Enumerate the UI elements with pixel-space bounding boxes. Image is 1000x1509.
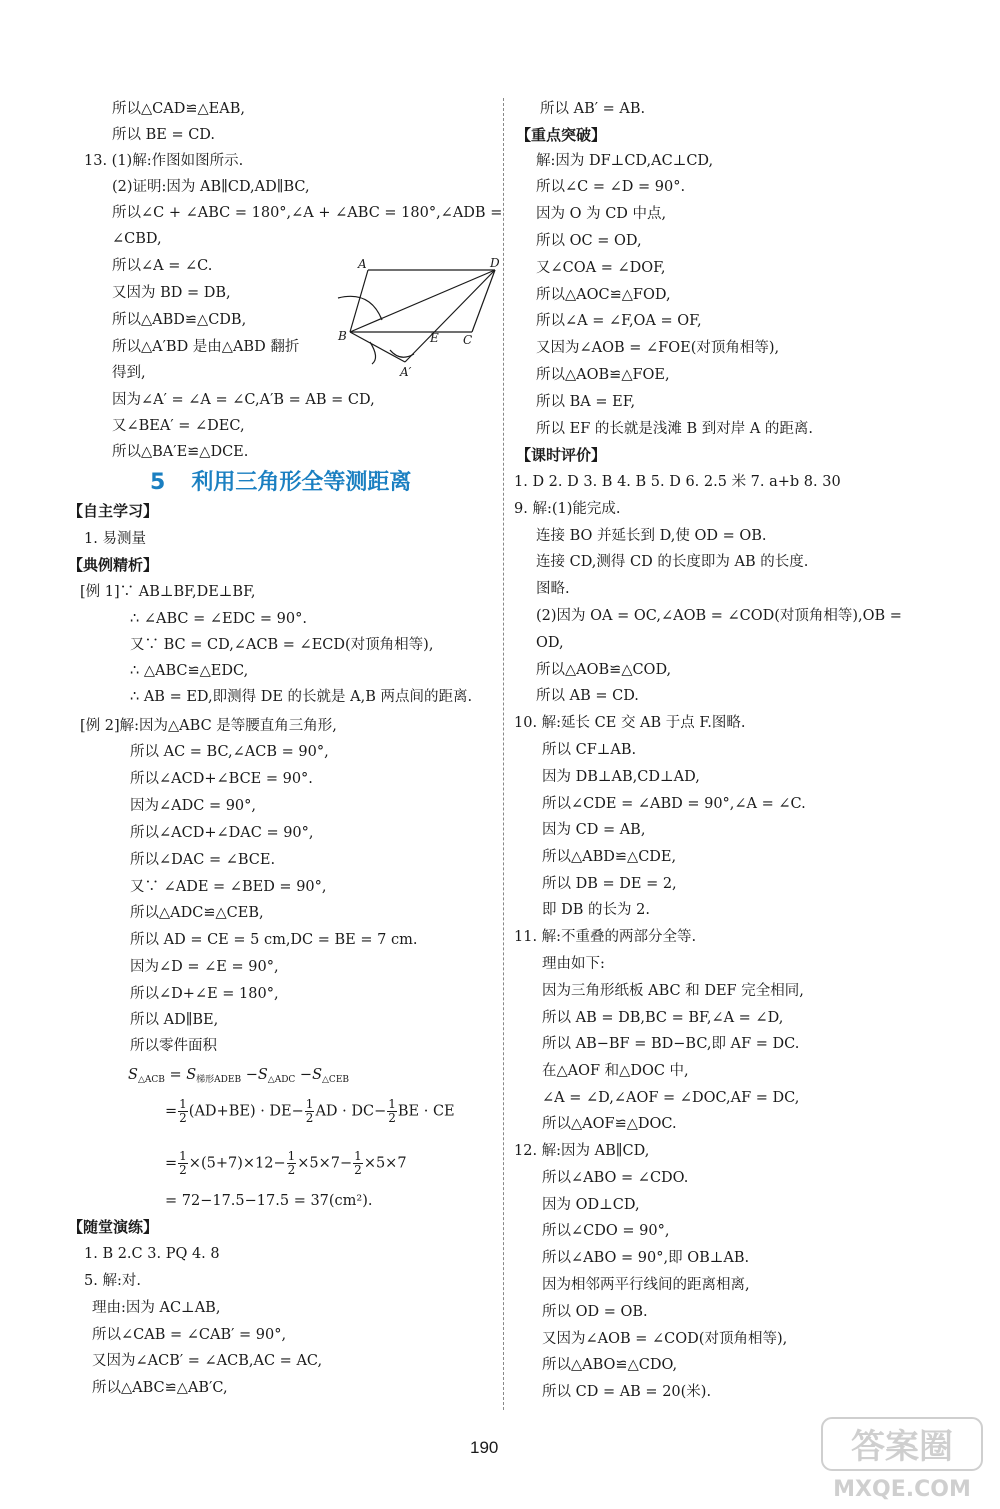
figure-label-b: B [338,329,347,343]
text-line: 所以△CAD≌△EAB, [112,101,245,117]
text-line: 所以∠A = ∠F,OA = OF, [536,313,702,329]
text-line: [例 1]∵ AB⊥BF,DE⊥BF, [80,584,256,600]
text-line: 连接 BO 并延长到 D,使 OD = OB. [536,528,767,544]
text-line: 因为 DB⊥AB,CD⊥AD, [542,769,700,785]
text-line: 所以△BA′E≌△DCE. [112,444,249,460]
text-line: 又因为 BD = DB, [112,285,231,301]
text-line: [例 2]解:因为△ABC 是等腰直角三角形, [80,718,337,734]
text-line: 所以 OD = OB. [542,1304,648,1320]
text-line: 又∵ ∠ADE = ∠BED = 90°, [130,879,327,895]
figure-line-dc [472,270,495,332]
text-line: 所以△AOC≌△FOD, [536,287,671,303]
text-line: 即 DB 的长为 2. [542,902,650,918]
figure-line-ba2 [350,332,405,362]
text-line: 1. B 2.C 3. PQ 4. 8 [84,1246,220,1262]
text-line: 所以∠ACD+∠DAC = 90°, [130,825,314,841]
figure-arc-1 [338,296,382,320]
heading-zhongdian: 【重点突破】 [516,126,607,144]
text-line: 13. (1)解:作图如图所示. [84,153,244,169]
column-divider [503,98,504,1410]
text-line: 1. 易测量 [84,531,146,547]
text-line: 所以∠D+∠E = 180°, [130,986,279,1002]
text-line: 在△AOF 和△DOC 中, [542,1063,689,1079]
text-line: 所以 BE = CD. [112,127,216,143]
text-line: 所以∠ABO = 90°,即 OB⊥AB. [542,1250,750,1266]
parallelogram-figure [330,250,500,380]
section-heading [150,470,411,496]
text-line: 所以∠C = ∠D = 90°. [536,179,686,195]
page-number: 190 [470,1438,499,1457]
text-line: 解:因为 DF⊥CD,AC⊥CD, [536,153,714,169]
text-line: ∴ △ABC≌△EDC, [130,663,249,679]
figure-label-a-prime: A′ [400,365,412,379]
figure-label-a: A [358,257,367,271]
watermark-logo [818,1412,988,1504]
text-line: 所以△AOB≌△COD, [536,662,672,678]
fraction-half: $\frac{1}{2}$ [388,1097,396,1125]
watermark-bottom-text: MXQE.COM [833,1477,971,1502]
text-line: 所以∠CDE = ∠ABD = 90°,∠A = ∠C. [542,796,806,812]
text-line: 因为 CD = AB, [542,822,646,838]
text-line: 所以△ABC≌△AB′C, [92,1380,228,1396]
text-line: 所以 AB−BF = BD−BC,即 AF = DC. [542,1036,800,1052]
text-line: 所以∠A = ∠C. [112,258,213,274]
text-line: OD, [536,635,564,651]
figure-label-e: E [430,331,439,345]
figure-line-ab [350,270,368,332]
text-line: 因为相邻两平行线间的距离相离, [542,1277,750,1293]
text-line: 又因为∠AOB = ∠COD(对顶角相等), [542,1331,788,1347]
text-line: ∴ AB = ED,即测得 DE 的长就是 A,B 两点间的距离. [130,689,473,705]
text-line: 1. D 2. D 3. B 4. B 5. D 6. 2.5 米 7. a+b 8. 30 [514,474,841,490]
formula-line-4: = 72−17.5−17.5 = 37(cm²). [165,1193,373,1209]
formula-line-3: = $\frac{1}{2}$ ×(5+7)×12− $\frac{1}{2}$ ×5×7− $\frac{1}{2}$ ×5×7 [165,1149,407,1177]
text-line: ∠CBD, [112,231,162,247]
text-line: 所以 DB = DE = 2, [542,876,677,892]
text-line: 所以△AOF≌△DOC. [542,1116,677,1132]
text-line: 因为 OD⊥CD, [542,1197,640,1213]
text-line: 又因为∠ACB′ = ∠ACB,AC = AC, [92,1353,323,1369]
text-line: (2)因为 OA = OC,∠AOB = ∠COD(对顶角相等),OB = [536,608,902,624]
heading-suitang: 【随堂演练】 [68,1218,159,1236]
text-line: 得到, [112,365,146,381]
text-line: 又∠BEA′ = ∠DEC, [112,418,245,434]
text-line: 所以△ABD≌△CDB, [112,312,247,328]
heading-zizhu: 【自主学习】 [68,502,159,520]
fraction-half: $\frac{1}{2}$ [305,1097,314,1125]
text-line: 又∠COA = ∠DOF, [536,260,666,276]
text-line: 因为∠A′ = ∠A = ∠C,A′B = AB = CD, [112,392,375,408]
text-line: 所以∠ACD+∠BCE = 90°. [130,771,313,787]
text-line: 所以 AC = BC,∠ACB = 90°, [130,744,329,760]
text-line: 理由如下: [542,956,605,972]
figure-line-bd [350,270,495,332]
heading-keshi: 【课时评价】 [516,446,607,464]
text-line: 所以∠DAC = ∠BCE. [130,852,276,868]
text-line: 所以零件面积 [130,1038,217,1054]
text-line: 连接 CD,测得 CD 的长度即为 AB 的长度. [536,554,809,570]
text-line: 所以 AD = CE = 5 cm,DC = BE = 7 cm. [130,932,418,948]
text-line: 所以 OC = OD, [536,233,642,249]
text-line: 所以△A′BD 是由△ABD 翻折 [112,339,300,355]
text-line: 因为∠ADC = 90°, [130,798,257,814]
text-line: 因为三角形纸板 ABC 和 DEF 完全相同, [542,983,804,999]
text-line: 图略. [536,581,570,597]
formula-line-2: = $\frac{1}{2}$ (AD+BE) · DE− $\frac{1}{2}$ AD · DC− $\frac{1}{2}$ BE · CE [165,1097,455,1125]
text-line: 所以 CF⊥AB. [542,742,637,758]
text-line: 所以 AB′ = AB. [540,101,646,117]
text-line: 所以 BA = EF, [536,394,636,410]
text-line: 所以∠CAB = ∠CAB′ = 90°, [92,1327,287,1343]
text-line: (2)证明:因为 AB∥CD,AD∥BC, [112,179,310,195]
fraction-half: $\frac{1}{2}$ [354,1149,362,1177]
fraction-half: $\frac{1}{2}$ [179,1097,187,1125]
text-line: 所以△ABD≌△CDE, [542,849,677,865]
heading-dianli: 【典例精析】 [68,556,159,574]
text-line: 12. 解:因为 AB∥CD, [514,1143,650,1159]
text-line: 又因为∠AOB = ∠FOE(对顶角相等), [536,340,780,356]
text-line: 5. 解:对. [84,1273,141,1289]
fraction-half: $\frac{1}{2}$ [179,1149,187,1177]
formula-line-1: $S_{\triangle ACB} = S_{梯形ADEB} -S_{\triangle ADC} -S_{\triangle CEB}$ [128,1067,350,1085]
text-line: ∠A = ∠D,∠AOF = ∠DOC,AF = DC, [542,1090,800,1106]
section-number: 5 [150,470,166,495]
text-line: 所以 EF 的长就是浅滩 B 到对岸 A 的距离. [536,421,814,437]
text-line: 又∵ BC = CD,∠ACB = ∠ECD(对顶角相等), [130,637,434,653]
text-line: 所以△AOB≌△FOE, [536,367,670,383]
fraction-half: $\frac{1}{2}$ [287,1149,296,1177]
text-line: 所以 AB = CD. [536,688,639,704]
figure-label-c: C [463,333,473,347]
text-line: 所以△ABO≌△CDO, [542,1357,678,1373]
text-line: 所以∠CDO = 90°, [542,1223,670,1239]
text-line: 所以 CD = AB = 20(米). [542,1384,712,1400]
text-line: 10. 解:延长 CE 交 AB 于点 F.图略. [514,715,746,731]
figure-label-d: D [490,256,500,270]
text-line: 所以∠ABO = ∠CDO. [542,1170,689,1186]
text-line: 因为 O 为 CD 中点, [536,206,667,222]
text-line: ∴ ∠ABC = ∠EDC = 90°. [130,611,307,627]
text-line: 所以 AD∥BE, [130,1012,219,1028]
text-line: 所以△ADC≌△CEB, [130,905,264,921]
text-line: 9. 解:(1)能完成. [514,501,621,517]
text-line: 11. 解:不重叠的两部分全等. [514,929,697,945]
text-line: 因为∠D = ∠E = 90°, [130,959,279,975]
watermark-top-text: 答案圈 [851,1427,953,1467]
text-line: 所以 AB = DB,BC = BF,∠A = ∠D, [542,1010,784,1026]
section-title: 利用三角形全等测距离 [191,470,412,495]
text-line: 所以∠C + ∠ABC = 180°,∠A + ∠ABC = 180°,∠ADB = [112,205,503,221]
text-line: 理由:因为 AC⊥AB, [92,1300,221,1316]
figure-line-a2d [405,270,495,362]
